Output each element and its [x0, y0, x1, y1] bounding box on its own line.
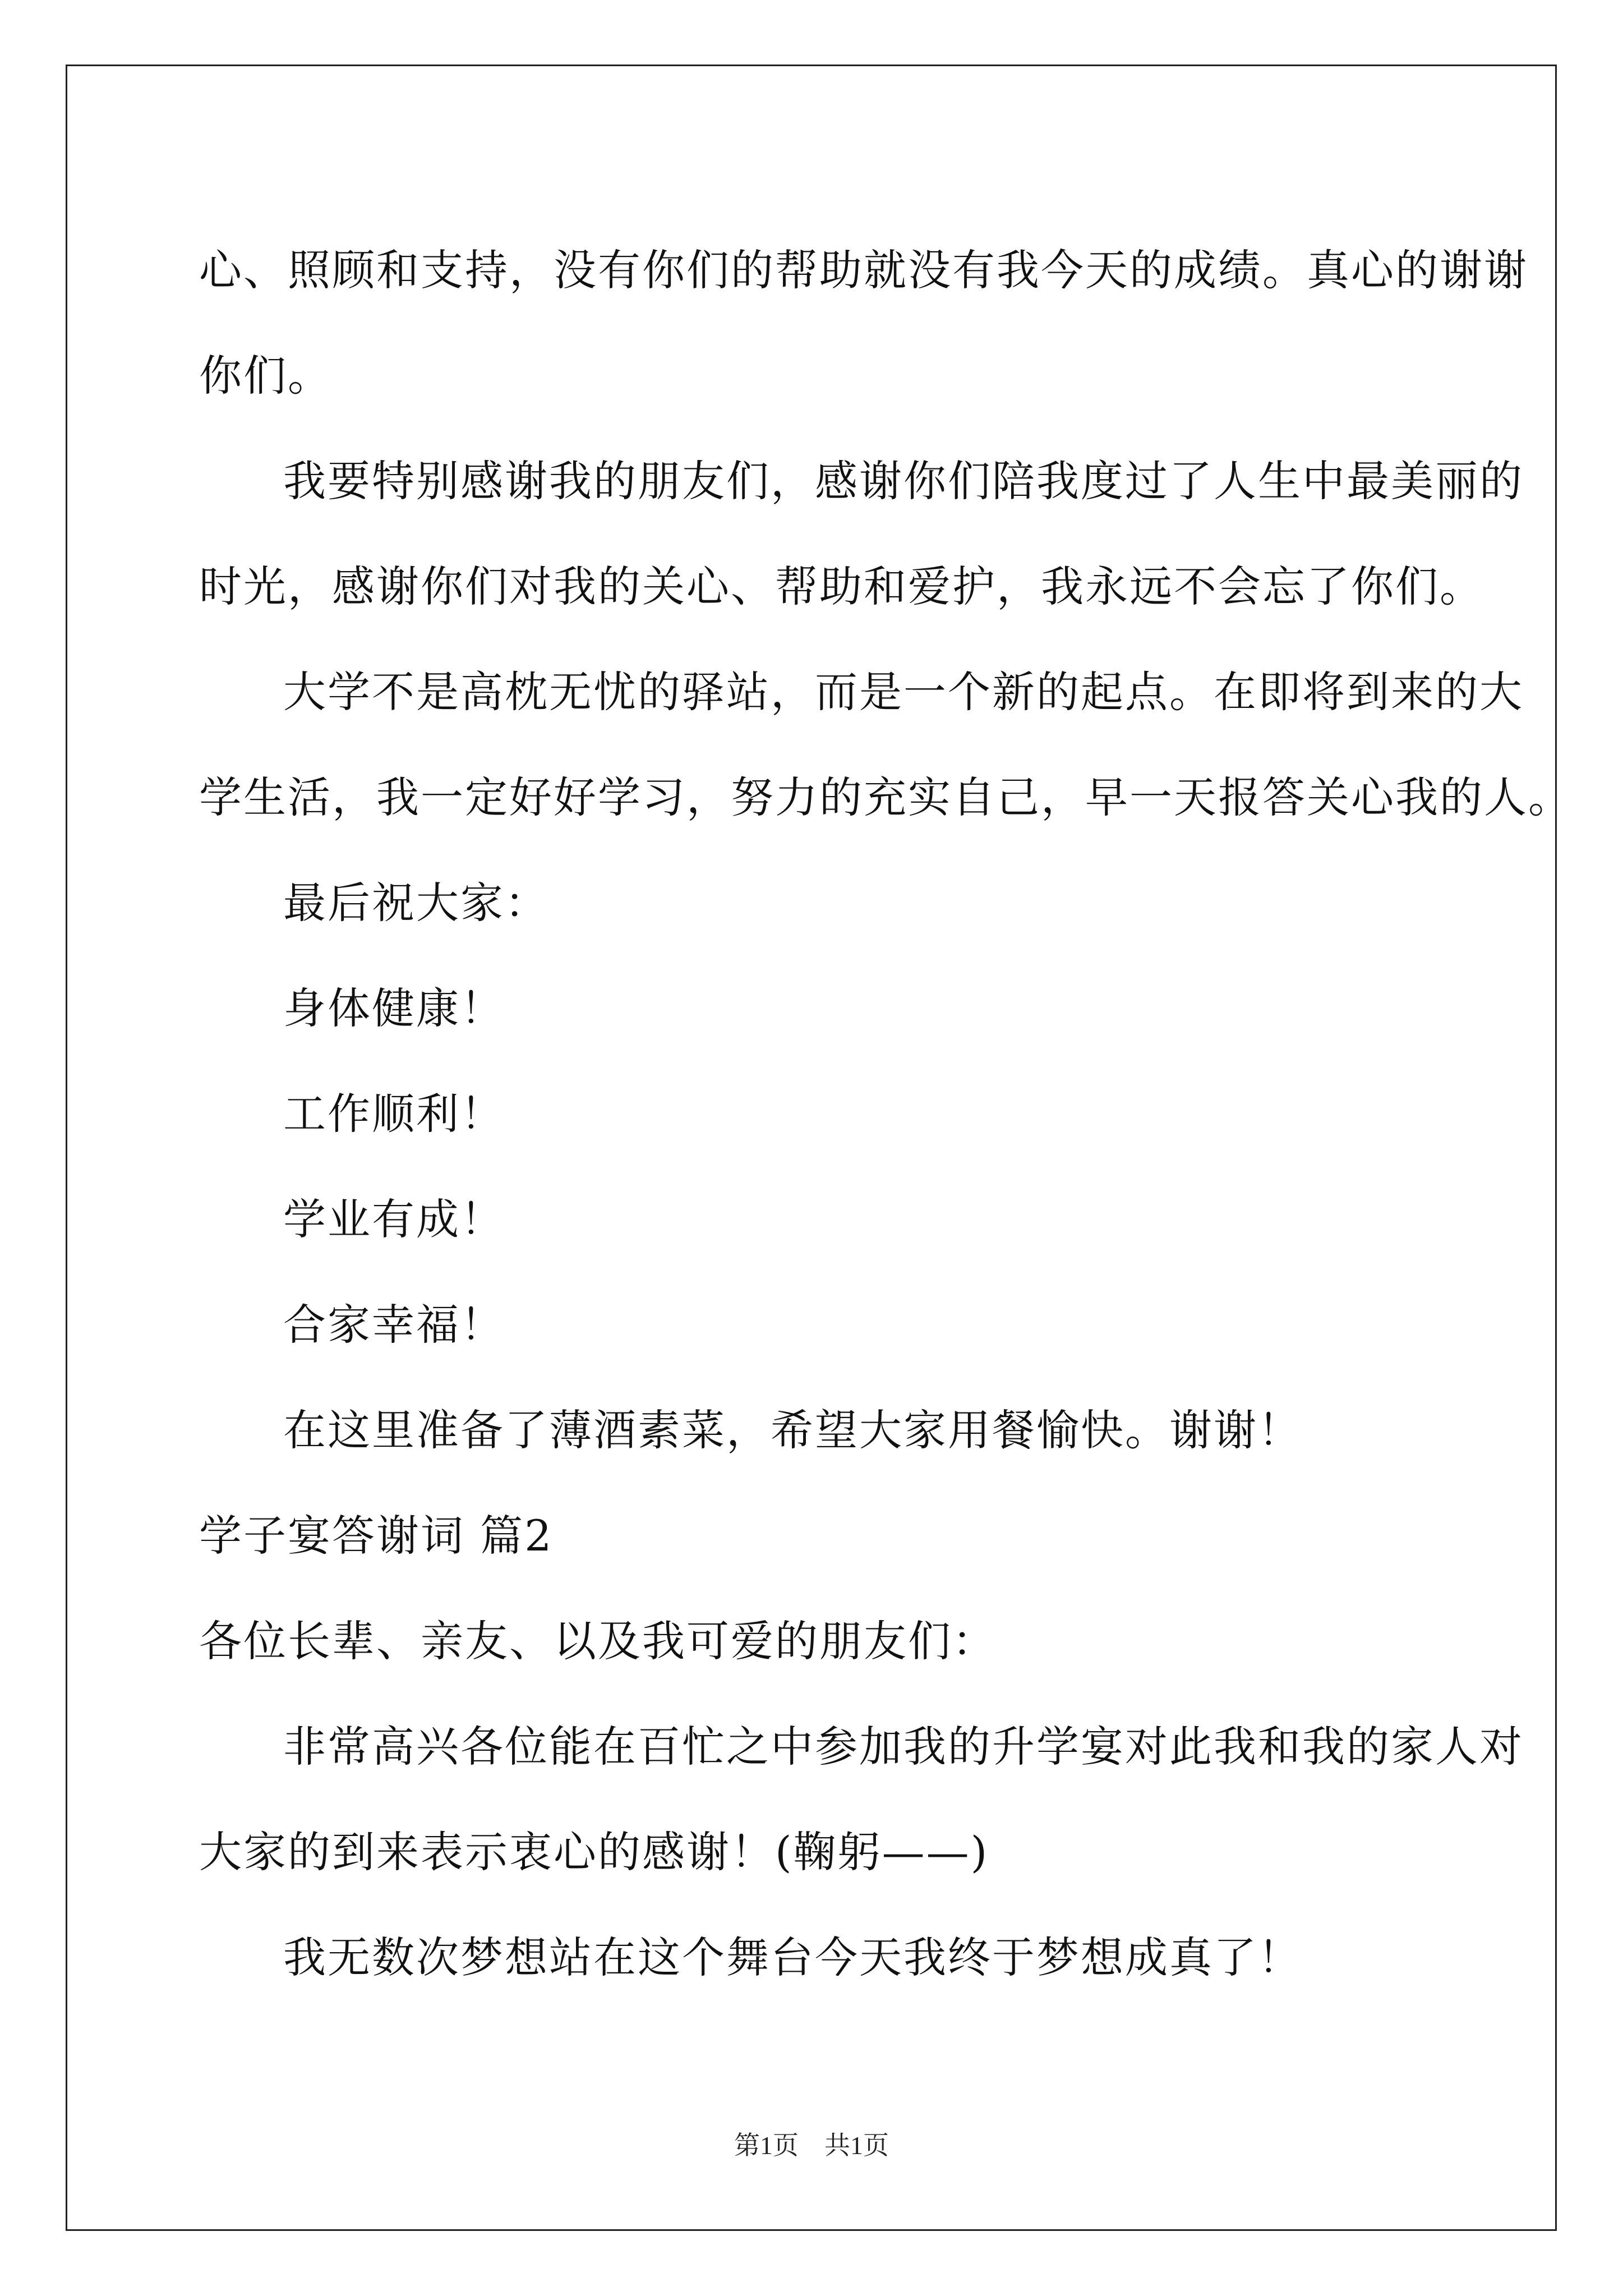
- text-line: 心、照顾和支持，没有你们的帮助就没有我今天的成绩。真心的谢谢: [199, 245, 1528, 295]
- text-line: 学生活，我一定好好学习，努力的充实自己，早一天报答关心我的人。: [199, 772, 1573, 822]
- text-line: 时光，感谢你们对我的关心、帮助和爱护，我永远不会忘了你们。: [199, 562, 1484, 611]
- paragraph-line: 我要特别感谢我的朋友们，感谢你们陪我度过了人生中最美丽的: [283, 456, 1524, 506]
- text-line: 大家的到来表示衷心的感谢！(鞠躬——): [199, 1827, 989, 1877]
- page-number-footer: 第1页 共1页: [734, 2131, 889, 2160]
- paragraph-line: 大学不是高枕无忧的驿站，而是一个新的起点。在即将到来的大: [283, 667, 1524, 717]
- wish-line: 工作顺利！: [283, 1089, 505, 1139]
- paragraph-line: 非常高兴各位能在百忙之中参加我的升学宴对此我和我的家人对: [283, 1722, 1524, 1772]
- wish-line: 合家幸福！: [283, 1300, 505, 1350]
- document-body: [199, 218, 1573, 2010]
- wish-line: 学业有成！: [283, 1194, 505, 1244]
- wish-line: 身体健康！: [283, 983, 505, 1033]
- section-heading: 学子宴答谢词 篇2: [199, 1511, 554, 1561]
- paragraph-line: 我无数次梦想站在这个舞台今天我终于梦想成真了！: [283, 1932, 1302, 1982]
- salutation-line: 各位长辈、亲友、以及我可爱的朋友们：: [199, 1616, 997, 1666]
- paragraph-line: 在这里准备了薄酒素菜，希望大家用餐愉快。谢谢！: [283, 1405, 1302, 1455]
- paragraph-line: 最后祝大家：: [283, 878, 549, 928]
- text-line: 你们。: [199, 351, 332, 401]
